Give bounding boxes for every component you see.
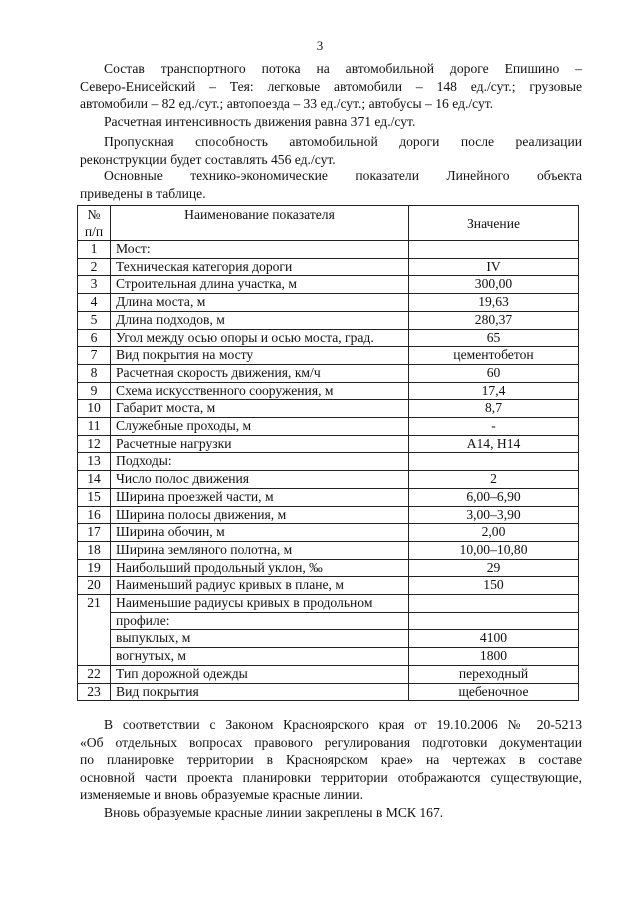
cell-name: Ширина обочин, м [111,524,409,542]
cell-name: Техническая категория дороги [111,258,409,276]
table-row [78,311,579,329]
cell-number: 12 [78,435,111,453]
intro-design-intensity: Расчетная интенсивность движения равна 371 ед./сут. [104,114,416,129]
outro-line: основной части проекта планировки территории отображаются существующие, [80,769,582,785]
table-row [78,258,579,276]
outro-line: изменяемые и вновь образуемые красные линии. [80,787,364,802]
cell-number: 2 [78,258,111,276]
cell-value: 3,00–3,90 [409,506,579,524]
cell-number: 15 [78,488,111,506]
cell-name: Наименьший радиус кривых в плане, м [111,577,409,595]
table-row [78,364,579,382]
cell-number: 21 [78,595,111,666]
table-row [78,471,579,489]
cell-value: 10,00–10,80 [409,541,579,559]
table-row [78,347,579,365]
cell-value: 65 [409,329,579,347]
cell-name: Габарит моста, м [111,400,409,418]
intro-line: Состав транспортного потока на автомобильной дороге Епишино – [104,61,582,76]
outro-line: по планировке территории в Красноярском крае» на чертежах в составе [80,752,582,767]
cell-number: 20 [78,577,111,595]
cell-value [409,453,579,471]
table-row-21c [78,630,579,648]
table-row [78,506,579,524]
cell-value: 4100 [409,630,579,648]
cell-value: 6,00–6,90 [409,488,579,506]
cell-name: Вид покрытия на мосту [111,347,409,365]
cell-number: 22 [78,665,111,683]
cell-value: 1800 [409,648,579,666]
cell-number: 4 [78,294,111,312]
cell-value: 19,63 [409,294,579,312]
cell-value: 8,7 [409,400,579,418]
cell-name: Угол между осью опоры и осью моста, град. [111,329,409,347]
cell-value: 280,37 [409,311,579,329]
cell-value: 60 [409,364,579,382]
cell-number: 5 [78,311,111,329]
table-row [78,541,579,559]
cell-name: Служебные проходы, м [111,418,409,436]
cell-number: 18 [78,541,111,559]
cell-name: Длина подходов, м [111,311,409,329]
cell-number: 7 [78,347,111,365]
outro-line: «Об отдельных вопросах правового регулирования подготовки документации [80,734,582,750]
table-row [78,683,579,701]
table-row [78,435,579,453]
table-row-21a [78,595,579,613]
table-row [78,241,579,259]
table-row [78,665,579,683]
cell-number: 8 [78,364,111,382]
cell-value: 17,4 [409,382,579,400]
cell-name: Расчетные нагрузки [111,435,409,453]
cell-number: 11 [78,418,111,436]
cell-value: А14, Н14 [409,435,579,453]
cell-name: выпуклых, м [111,630,409,648]
cell-value: 300,00 [409,276,579,294]
outro-red-lines-msk: Вновь образуемые красные линии закреплены в МСК 167. [104,805,444,820]
cell-value: 2,00 [409,524,579,542]
header-name: Наименование показателя [111,206,409,241]
intro-line: Северо-Енисейский – Тея: легковые автомобили – 148 ед./сут.; грузовые [80,78,582,94]
table-row [78,294,579,312]
intro-traffic-composition [80,60,582,113]
cell-number: 19 [78,559,111,577]
table-row [78,276,579,294]
cell-value: переходный [409,665,579,683]
cell-name: профиле: [111,612,409,630]
table-row-21d [78,648,579,666]
header-value: Значение [409,206,579,241]
cell-name: вогнутых, м [111,648,409,666]
outro-legal-reference [80,716,582,804]
cell-name: Подходы: [111,453,409,471]
cell-name: Схема искусственного сооружения, м [111,382,409,400]
cell-value: 29 [409,559,579,577]
table-row [78,453,579,471]
cell-number: 16 [78,506,111,524]
cell-name: Строительная длина участка, м [111,276,409,294]
table-row [78,577,579,595]
intro-line: реконструкции будет составлять 456 ед./сут. [80,151,336,167]
header-number-abbr: п/п [84,224,104,239]
cell-name: Наибольший продольный уклон, ‰ [111,559,409,577]
cell-value: цементобетон [409,347,579,365]
cell-number: 10 [78,400,111,418]
cell-value: 150 [409,577,579,595]
cell-value: IV [409,258,579,276]
intro-capacity [80,133,582,168]
indicators-table [77,205,579,701]
cell-name: Вид покрытия [111,683,409,701]
table-row [78,329,579,347]
table-row [78,418,579,436]
cell-value [409,612,579,630]
cell-value [409,241,579,259]
cell-name: Длина моста, м [111,294,409,312]
cell-name: Тип дорожной одежды [111,665,409,683]
cell-value: 2 [409,471,579,489]
table-row-21b [78,612,579,630]
cell-number: 6 [78,329,111,347]
cell-value: щебеночное [409,683,579,701]
cell-name: Ширина земляного полотна, м [111,541,409,559]
cell-name: Расчетная скорость движения, км/ч [111,364,409,382]
cell-number: 13 [78,453,111,471]
header-number [78,206,111,241]
intro-line: приведены в таблице. [80,185,206,201]
cell-name: Ширина проезжей части, м [111,488,409,506]
cell-number: 23 [78,683,111,701]
cell-name: Число полос движения [111,471,409,489]
cell-number: 14 [78,471,111,489]
table-row [78,400,579,418]
cell-value: - [409,418,579,436]
cell-name: Ширина полосы движения, м [111,506,409,524]
cell-number: 9 [78,382,111,400]
header-number-symbol: № [87,207,101,222]
table-row [78,488,579,506]
intro-line: Основные технико-экономические показатели Линейного объекта [104,168,582,183]
table-body [78,241,579,701]
cell-value [409,595,579,613]
page-number: 3 [316,38,324,53]
table-header-row [78,206,579,241]
table-row [78,524,579,542]
cell-number: 1 [78,241,111,259]
table-row [78,559,579,577]
intro-table-reference [80,167,582,202]
cell-number: 17 [78,524,111,542]
intro-line: автомобили – 82 ед./сут.; автопоезда – 33 ед./сут.; автобусы – 16 ед./сут. [80,96,494,111]
cell-number: 3 [78,276,111,294]
intro-line: Пропускная способность автомобильной дороги после реализации [104,134,582,149]
table-row [78,382,579,400]
outro-line: В соответствии с Законом Красноярского края от 19.10.2006 № 20-5213 [104,717,582,732]
cell-name: Мост: [111,241,409,259]
cell-name: Наименьшие радиусы кривых в продольном [111,595,409,613]
